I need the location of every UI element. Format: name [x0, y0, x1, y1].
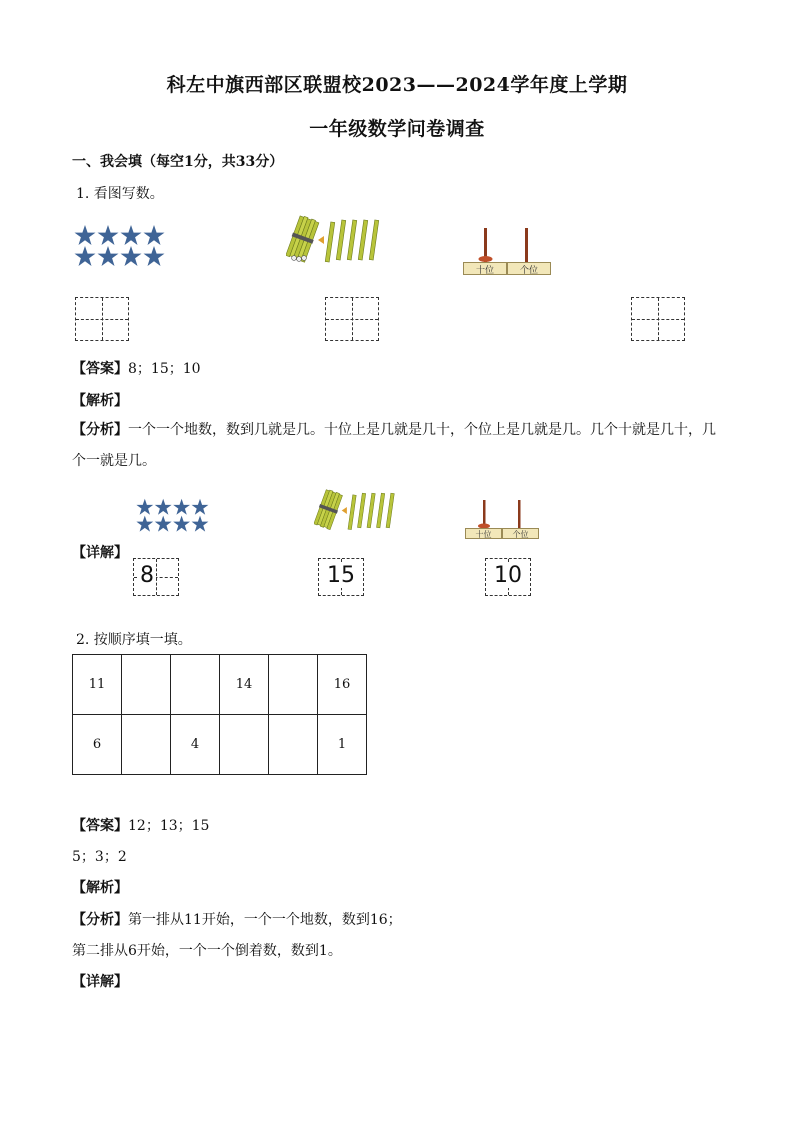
table-cell: 6	[73, 715, 122, 775]
q2-detail-tag: 【详解】	[72, 974, 128, 990]
q2-prompt: 2. 按顺序填一填。	[76, 632, 192, 648]
page-title: 科左中旗西部区联盟校2023——2024学年度上学期	[166, 74, 628, 96]
q2-answer-line2: 5；3；2	[72, 849, 127, 865]
star-icon	[75, 246, 96, 266]
sticks-image	[286, 214, 390, 266]
section-heading: 一、我会填（每空1分，共33分）	[72, 154, 284, 170]
table-cell[interactable]	[220, 715, 269, 775]
abacus-ones-label: 个位	[507, 262, 551, 275]
fenxi-text: 一个一个地数，数到几就是几。十位上是几就是几十，个位上是几就是几。几个十就是几十，几个一就是几。	[72, 422, 716, 469]
star-icon	[144, 225, 165, 245]
answer-line1: 12；13；15	[128, 818, 210, 834]
fenxi-tag: 【分析】	[72, 422, 128, 438]
table-cell: 11	[73, 655, 122, 715]
answer-tag: 【答案】	[72, 361, 128, 377]
abacus-tens-label: 十位	[463, 262, 507, 275]
q1-answer	[72, 358, 201, 378]
q2-answer	[72, 815, 209, 835]
fenxi-line1: 第一排从11开始，一个一个地数，数到16；	[128, 912, 402, 928]
star-icon	[144, 246, 165, 266]
table-cell[interactable]	[122, 715, 171, 775]
table-cell[interactable]	[171, 655, 220, 715]
table-cell: 14	[220, 655, 269, 715]
star-icon	[121, 246, 142, 266]
detail-digit: 15	[319, 563, 363, 588]
sequence-table	[72, 654, 367, 775]
table-row	[73, 715, 367, 775]
star-icon	[98, 225, 119, 245]
star-icon	[98, 246, 119, 266]
stars-image	[74, 224, 169, 269]
q1-analysis	[72, 415, 722, 477]
answer-box-stars[interactable]	[75, 297, 129, 341]
detail-box-stars	[133, 558, 179, 596]
table-cell: 4	[171, 715, 220, 775]
table-cell[interactable]	[122, 655, 171, 715]
table-cell: 1	[318, 715, 367, 775]
answer-tag: 【答案】	[72, 818, 128, 834]
answer-box-sticks[interactable]	[325, 297, 379, 341]
abacus-image	[463, 224, 551, 276]
detail-abacus-tens-label: 十位	[465, 528, 502, 539]
table-cell: 16	[318, 655, 367, 715]
table-cell[interactable]	[269, 655, 318, 715]
q1-detail-tag: 【详解】	[72, 545, 128, 561]
detail-digit: 8	[140, 563, 154, 588]
q1-analysis-tag: 【解析】	[72, 393, 128, 409]
stick-bundle-icon	[286, 215, 320, 263]
detail-digit: 10	[486, 563, 530, 588]
table-row	[73, 655, 367, 715]
fenxi-tag: 【分析】	[72, 912, 128, 928]
star-icon	[75, 225, 96, 245]
star-icon	[121, 225, 142, 245]
q2-analysis-line2: 第二排从6开始，一个一个倒着数，数到1。	[72, 943, 342, 959]
q2-analysis	[72, 909, 402, 929]
table-cell[interactable]	[269, 715, 318, 775]
detail-box-abacus	[485, 558, 531, 596]
detail-abacus-image	[465, 498, 539, 540]
detail-box-sticks	[318, 558, 364, 596]
single-sticks-icon	[325, 220, 379, 262]
q2-analysis-tag: 【解析】	[72, 880, 128, 896]
answer-text: 8；15；10	[128, 361, 201, 377]
q1-prompt: 1. 看图写数。	[76, 186, 164, 202]
answer-box-abacus[interactable]	[631, 297, 685, 341]
detail-sticks-image	[314, 488, 404, 533]
detail-abacus-ones-label: 个位	[502, 528, 539, 539]
page-subtitle: 一年级数学问卷调查	[309, 118, 485, 140]
detail-stars-image	[134, 498, 214, 534]
